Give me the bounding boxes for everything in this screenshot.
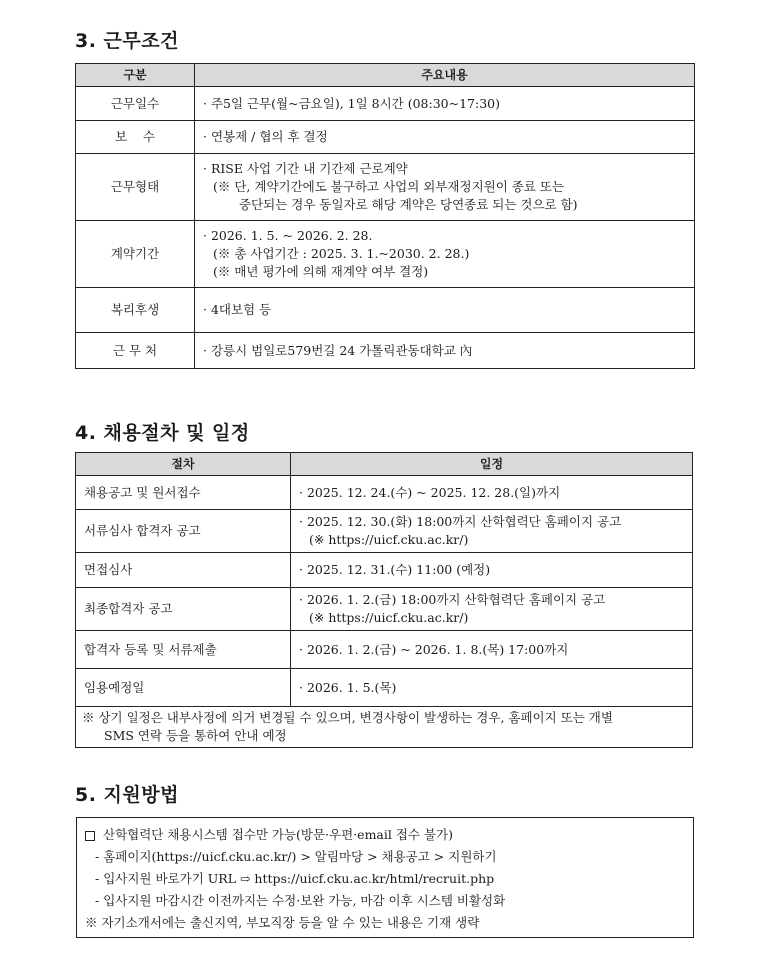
list-item: - 입사지원 마감시간 이전까지는 수정·보완 가능, 마감 이후 시스템 비활성화 bbox=[95, 893, 506, 908]
row-line: · 2026. 1. 2.(금) 18:00까지 산학협력단 홈페이지 공고 bbox=[299, 592, 606, 607]
table-row bbox=[76, 588, 693, 631]
row-line: (※ 단, 계약기간에도 불구하고 사업의 외부재정지원이 종료 또는 bbox=[213, 179, 565, 194]
table-row bbox=[76, 154, 695, 221]
schedule-table bbox=[75, 452, 693, 748]
section-5-title: 5. 지원방법 bbox=[75, 784, 179, 806]
list-item: ※ 자기소개서에는 출신지역, 부모직장 등을 알 수 있는 내용은 기재 생략 bbox=[85, 915, 480, 930]
row-label: 임용예정일 bbox=[76, 669, 291, 707]
table-row bbox=[76, 553, 693, 588]
row-label: 채용공고 및 원서접수 bbox=[76, 476, 291, 510]
table-row bbox=[76, 221, 695, 288]
table-row bbox=[76, 333, 695, 369]
application-method-box bbox=[76, 817, 694, 938]
table-row bbox=[76, 631, 693, 669]
row-line: · 주5일 근무(월~금요일), 1일 8시간 (08:30~17:30) bbox=[203, 95, 500, 111]
note-line: ※ 상기 일정은 내부사정에 의거 변경될 수 있으며, 변경사항이 발생하는 경우, 홈페이지 또는 개별 bbox=[82, 710, 613, 725]
table-row bbox=[76, 669, 693, 707]
row-label: 면접심사 bbox=[76, 553, 291, 588]
row-line: · 2026. 1. 2.(금) ~ 2026. 1. 8.(목) 17:00까지 bbox=[299, 641, 569, 657]
row-label: 근무형태 bbox=[76, 154, 195, 221]
row-label: 최종합격자 공고 bbox=[76, 588, 291, 631]
list-item: - 홈페이지(https://uicf.cku.ac.kr/) > 알림마당 > 채용공고 > 지원하기 bbox=[95, 849, 497, 864]
row-line: · RISE 사업 기간 내 기간제 근로계약 bbox=[203, 161, 408, 176]
row-line: · 2026. 1. 5.(목) bbox=[299, 679, 397, 695]
row-line: · 강릉시 범일로579번길 24 가톨릭관동대학교 內 bbox=[203, 342, 473, 358]
table-note-row bbox=[76, 707, 693, 748]
row-line: · 2025. 12. 31.(수) 11:00 (예정) bbox=[299, 562, 491, 577]
row-line: (※ https://uicf.cku.ac.kr/) bbox=[309, 610, 469, 625]
section-3-title: 3. 근무조건 bbox=[75, 30, 179, 52]
table-row bbox=[76, 121, 695, 154]
row-line: · 4대보험 등 bbox=[203, 302, 272, 317]
list-item-text: 산학협력단 채용시스템 접수만 가능(방문·우편·email 접수 불가) bbox=[103, 827, 453, 842]
work-conditions-table bbox=[75, 63, 695, 369]
checkbox-square-icon bbox=[85, 831, 95, 841]
row-line: · 2025. 12. 30.(화) 18:00까지 산학협력단 홈페이지 공고 bbox=[299, 514, 622, 529]
table-row bbox=[76, 476, 693, 510]
row-line: · 2025. 12. 24.(수) ~ 2025. 12. 28.(일)까지 bbox=[299, 484, 561, 500]
list-item bbox=[85, 824, 685, 846]
header-procedure: 절차 bbox=[76, 453, 291, 476]
table-header bbox=[76, 453, 693, 476]
row-label: 서류심사 합격자 공고 bbox=[76, 510, 291, 553]
header-content: 주요내용 bbox=[195, 64, 695, 87]
table-header bbox=[76, 64, 695, 87]
table-row bbox=[76, 87, 695, 121]
row-label: 근 무 처 bbox=[76, 333, 195, 369]
header-category: 구분 bbox=[76, 64, 195, 87]
list-item: - 입사지원 바로가기 URL ⇨ https://uicf.cku.ac.kr/html/recruit.php bbox=[95, 871, 495, 886]
note-line: SMS 연락 등을 통하여 안내 예정 bbox=[104, 728, 287, 743]
row-line: · 연봉제 / 협의 후 결정 bbox=[203, 129, 328, 144]
row-line: (※ 매년 평가에 의해 재계약 여부 결정) bbox=[213, 264, 429, 279]
table-row bbox=[76, 288, 695, 333]
section-4-title: 4. 채용절차 및 일정 bbox=[75, 422, 250, 444]
row-line: (※ 총 사업기간 : 2025. 3. 1.~2030. 2. 28.) bbox=[213, 246, 470, 261]
table-row bbox=[76, 510, 693, 553]
row-label: 계약기간 bbox=[76, 221, 195, 288]
row-label: 근무일수 bbox=[76, 87, 195, 121]
header-schedule: 일정 bbox=[291, 453, 693, 476]
row-line: · 2026. 1. 5. ~ 2026. 2. 28. bbox=[203, 228, 373, 243]
row-label: 복리후생 bbox=[76, 288, 195, 333]
row-label: 보 수 bbox=[76, 121, 195, 154]
row-label: 합격자 등록 및 서류제출 bbox=[76, 631, 291, 669]
row-line: (※ https://uicf.cku.ac.kr/) bbox=[309, 532, 469, 547]
row-line: 중단되는 경우 동일자로 해당 계약은 당연종료 되는 것으로 함) bbox=[239, 197, 578, 212]
